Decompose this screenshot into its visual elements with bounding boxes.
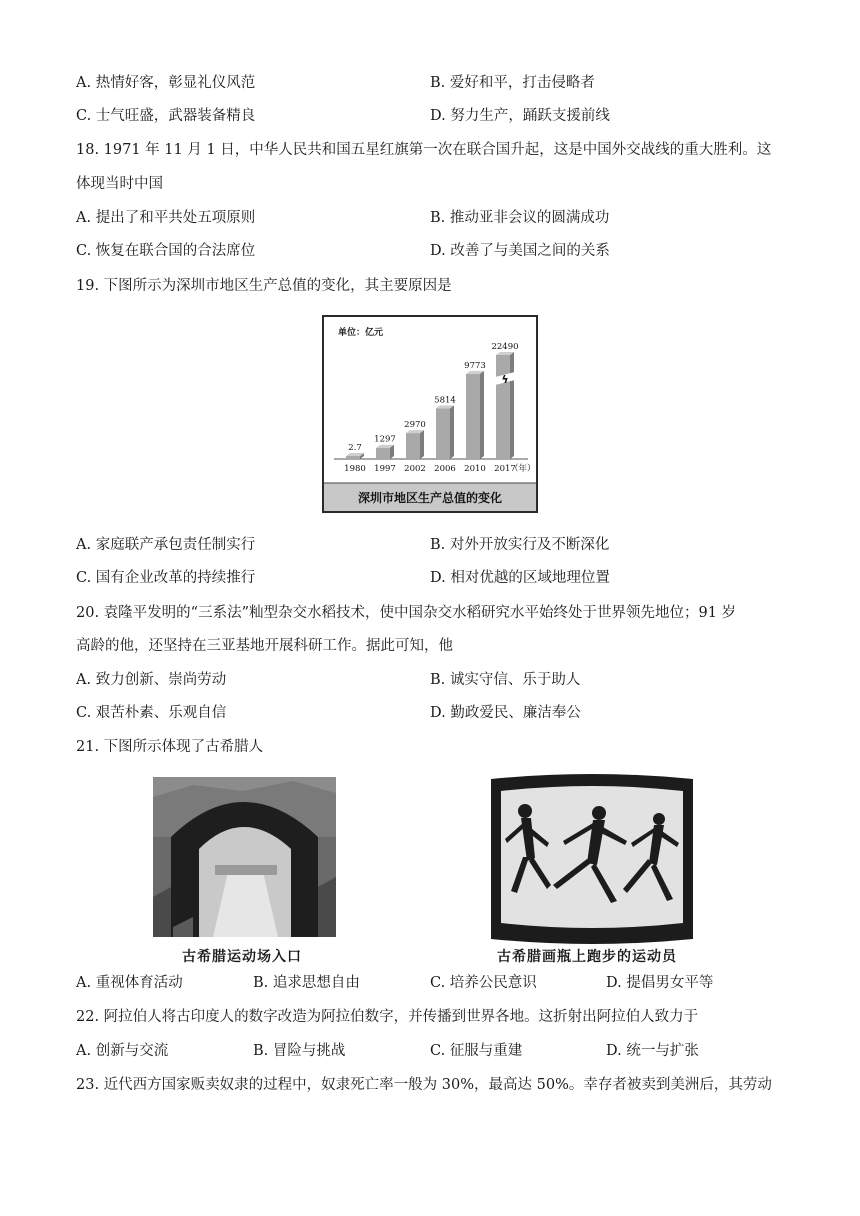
caption-right: 古希腊画瓶上跑步的运动员 [497, 949, 677, 965]
q20-stem-line2: 高龄的他，还坚持在三亚基地开展科研工作。据此可知，他 [76, 638, 453, 654]
q19-option-a: A. 家庭联产承包责任制实行 [76, 537, 256, 553]
q21-option-a: A. 重视体育活动 [76, 975, 183, 991]
caption-left: 古希腊运动场入口 [182, 949, 302, 965]
q18-stem-line1: 18. 1971 年 11 月 1 日，中华人民共和国五星红旗第一次在联合国升起，这是中国外交战线的重大胜利。这 [76, 142, 772, 158]
q18-option-b: B. 推动亚非会议的圆满成功 [430, 210, 610, 226]
chart-bar-side [480, 371, 484, 459]
q17-option-a: A. 热情好客，彰显礼仪风范 [76, 75, 256, 91]
chart-value-label: 2970 [404, 420, 426, 431]
chart-bar-side [450, 405, 454, 459]
chart-category-label: 2002 [404, 464, 426, 474]
chart-value-label: 1297 [374, 434, 396, 445]
q22-option-b: B. 冒险与挑战 [253, 1043, 346, 1059]
chart-value-label: 9773 [464, 360, 486, 371]
q18-option-a: A. 提出了和平共处五项原则 [76, 210, 256, 226]
q22-option-c: C. 征服与重建 [430, 1043, 523, 1059]
chart-break-symbol: ϟ [501, 373, 509, 386]
chart-bar [496, 355, 510, 459]
gdp-chart-svg [324, 317, 536, 511]
stadium-entrance-photo [153, 777, 336, 937]
chart-axis-suffix: （年） [510, 464, 536, 474]
chart-category-label: 2017 [494, 464, 516, 474]
q21-option-d: D. 提倡男女平等 [606, 975, 714, 991]
chart-bar [466, 374, 480, 459]
chart-bar [406, 433, 420, 459]
q21-stem: 21. 下图所示体现了古希腊人 [76, 739, 264, 755]
q17-option-d: D. 努力生产，踊跃支援前线 [430, 108, 610, 124]
q18-option-c: C. 恢复在联合国的合法席位 [76, 243, 256, 259]
chart-bar [376, 448, 390, 459]
chart-category-label: 2006 [434, 464, 456, 474]
q21-option-c: C. 培养公民意识 [430, 975, 537, 991]
chart-value-label: 22490 [491, 342, 519, 352]
q22-option-a: A. 创新与交流 [76, 1043, 169, 1059]
q20-option-d: D. 勤政爱民、廉洁奉公 [430, 705, 581, 721]
chart-bar [436, 408, 450, 459]
q23-stem: 23. 近代西方国家贩卖奴隶的过程中，奴隶死亡率一般为 30%，最高达 50%。幸存者被卖到美洲后，其劳动 [76, 1077, 772, 1093]
chart-bar-side [420, 430, 424, 459]
chart-value-label: 5814 [434, 395, 456, 406]
chart-category-label: 2010 [464, 464, 486, 474]
q19-option-b: B. 对外开放实行及不断深化 [430, 537, 610, 553]
gdp-bar-chart [322, 315, 538, 513]
chart-value-label: 2.7 [348, 443, 362, 453]
q18-stem-line2: 体现当时中国 [76, 176, 163, 192]
q19-option-c: C. 国有企业改革的持续推行 [76, 570, 256, 586]
q21-option-b: B. 追求思想自由 [253, 975, 360, 991]
vase-runners-photo [487, 773, 697, 945]
q17-option-c: C. 士气旺盛，武器装备精良 [76, 108, 256, 124]
chart-unit-label: 单位：亿元 [338, 328, 384, 338]
q19-option-d: D. 相对优越的区域地理位置 [430, 570, 610, 586]
q20-option-a: A. 致力创新、崇尚劳动 [76, 672, 227, 688]
q22-option-d: D. 统一与扩张 [606, 1043, 699, 1059]
q20-option-b: B. 诚实守信、乐于助人 [430, 672, 581, 688]
chart-bar-side [510, 352, 514, 459]
q22-stem: 22. 阿拉伯人将古印度人的数字改造为阿拉伯数字，并传播到世界各地。这折射出阿拉伯人致力于 [76, 1009, 699, 1025]
q19-stem: 19. 下图所示为深圳市地区生产总值的变化，其主要原因是 [76, 278, 452, 294]
chart-category-label: 1997 [374, 464, 396, 474]
chart-bar [346, 456, 360, 459]
q17-option-b: B. 爱好和平，打击侵略者 [430, 75, 595, 91]
q18-option-d: D. 改善了与美国之间的关系 [430, 243, 610, 259]
chart-category-label: 1980 [344, 464, 366, 474]
q20-option-c: C. 艰苦朴素、乐观自信 [76, 705, 227, 721]
chart-title: 深圳市地区生产总值的变化 [357, 491, 503, 505]
q20-stem-line1: 20. 袁隆平发明的“三系法”籼型杂交水稻技术，使中国杂交水稻研究水平始终处于世界领先地位；91 岁 [76, 605, 737, 621]
